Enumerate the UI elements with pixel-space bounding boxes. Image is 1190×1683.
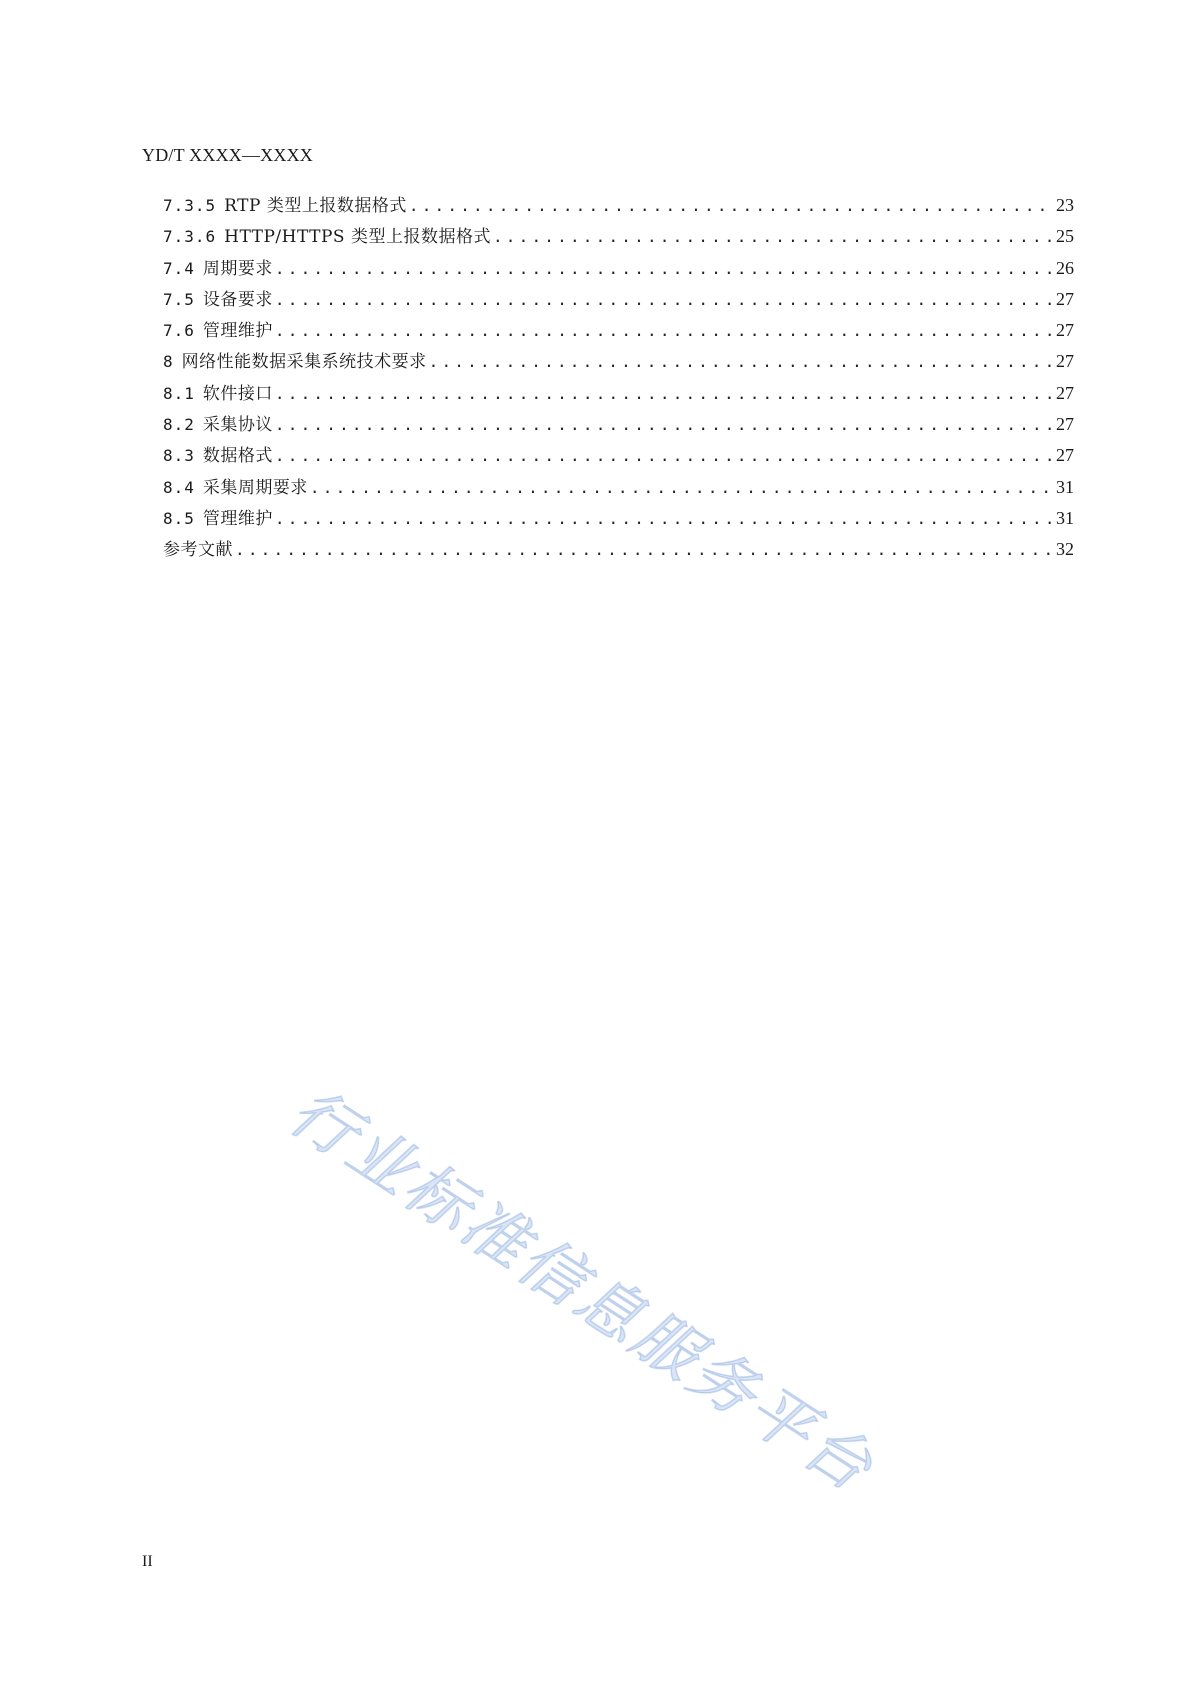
page-number: II xyxy=(142,1553,153,1570)
toc-entry[interactable] xyxy=(163,409,1074,440)
toc-entry[interactable] xyxy=(163,221,1074,252)
toc-entry[interactable] xyxy=(163,284,1074,315)
document-code: YD/T XXXX—XXXX xyxy=(142,145,313,165)
toc-section-title: 管理维护 xyxy=(202,321,273,342)
toc-page-number: 27 xyxy=(1056,445,1074,466)
toc-entry[interactable] xyxy=(163,472,1074,503)
toc-section-number: 7.6 xyxy=(163,321,195,341)
toc-entry[interactable] xyxy=(163,534,1074,565)
toc-dot-leader xyxy=(275,284,1054,315)
toc-section-title: RTP 类型上报数据格式 xyxy=(224,196,407,216)
toc-dot-leader xyxy=(275,409,1054,440)
toc-page-number: 32 xyxy=(1056,539,1074,560)
toc-entry[interactable] xyxy=(163,253,1074,284)
toc-dot-leader xyxy=(275,503,1054,534)
toc-section-number: 8.1 xyxy=(163,383,195,403)
toc-section-title: 管理维护 xyxy=(202,508,273,529)
toc-dot-leader xyxy=(310,472,1054,503)
toc-section-number: 8.5 xyxy=(163,508,195,528)
toc-page-number: 23 xyxy=(1056,195,1074,215)
toc-dot-leader xyxy=(275,253,1054,284)
toc-page-number: 25 xyxy=(1056,226,1074,247)
toc-section-number: 7.5 xyxy=(163,289,195,309)
toc-page-number: 27 xyxy=(1056,320,1074,341)
toc-page-number: 31 xyxy=(1056,507,1074,528)
toc-entry[interactable] xyxy=(163,440,1074,471)
watermark: 行业标准信息服务平台 xyxy=(276,1075,888,1508)
toc-page-number: 27 xyxy=(1056,414,1074,435)
toc-section-title: 采集周期要求 xyxy=(202,477,308,498)
toc-page-number: 27 xyxy=(1056,382,1074,403)
toc-section-number: 7.3.5 xyxy=(163,196,217,215)
toc-entry[interactable] xyxy=(163,503,1074,534)
toc-section-title: 采集协议 xyxy=(202,415,273,436)
toc-section-number: 8 xyxy=(163,352,174,372)
toc-page-number: 27 xyxy=(1056,288,1074,309)
toc-section-number: 8.4 xyxy=(163,477,195,497)
toc-page-number: 27 xyxy=(1056,351,1074,372)
toc-dot-leader xyxy=(429,346,1054,377)
toc-entry[interactable] xyxy=(163,315,1074,346)
toc-section-title: 参考文献 xyxy=(163,540,233,561)
toc-page-number: 31 xyxy=(1056,476,1074,497)
toc-section-title: 设备要求 xyxy=(202,289,273,310)
toc-dot-leader xyxy=(409,190,1054,221)
toc-section-title: 软件接口 xyxy=(202,383,273,404)
toc-entry[interactable] xyxy=(163,346,1074,377)
toc-section-number: 8.3 xyxy=(163,446,195,466)
toc-section-title: 周期要求 xyxy=(202,258,273,279)
toc-section-title: 网络性能数据采集系统技术要求 xyxy=(181,352,427,373)
toc-dot-leader xyxy=(493,221,1054,252)
toc-section-number: 8.2 xyxy=(163,415,195,435)
toc-section-number: 7.4 xyxy=(163,258,195,278)
toc-dot-leader xyxy=(275,378,1054,409)
toc-dot-leader xyxy=(275,315,1054,346)
toc-page-number: 26 xyxy=(1056,257,1074,278)
toc-dot-leader xyxy=(235,534,1054,565)
toc-section-title: 数据格式 xyxy=(202,446,273,467)
table-of-contents xyxy=(163,190,1074,566)
toc-section-number: 7.3.6 xyxy=(163,227,217,247)
toc-entry[interactable] xyxy=(163,190,1074,221)
toc-dot-leader xyxy=(275,440,1054,471)
toc-section-title: HTTP/HTTPS 类型上报数据格式 xyxy=(224,227,491,248)
toc-entry[interactable] xyxy=(163,378,1074,409)
